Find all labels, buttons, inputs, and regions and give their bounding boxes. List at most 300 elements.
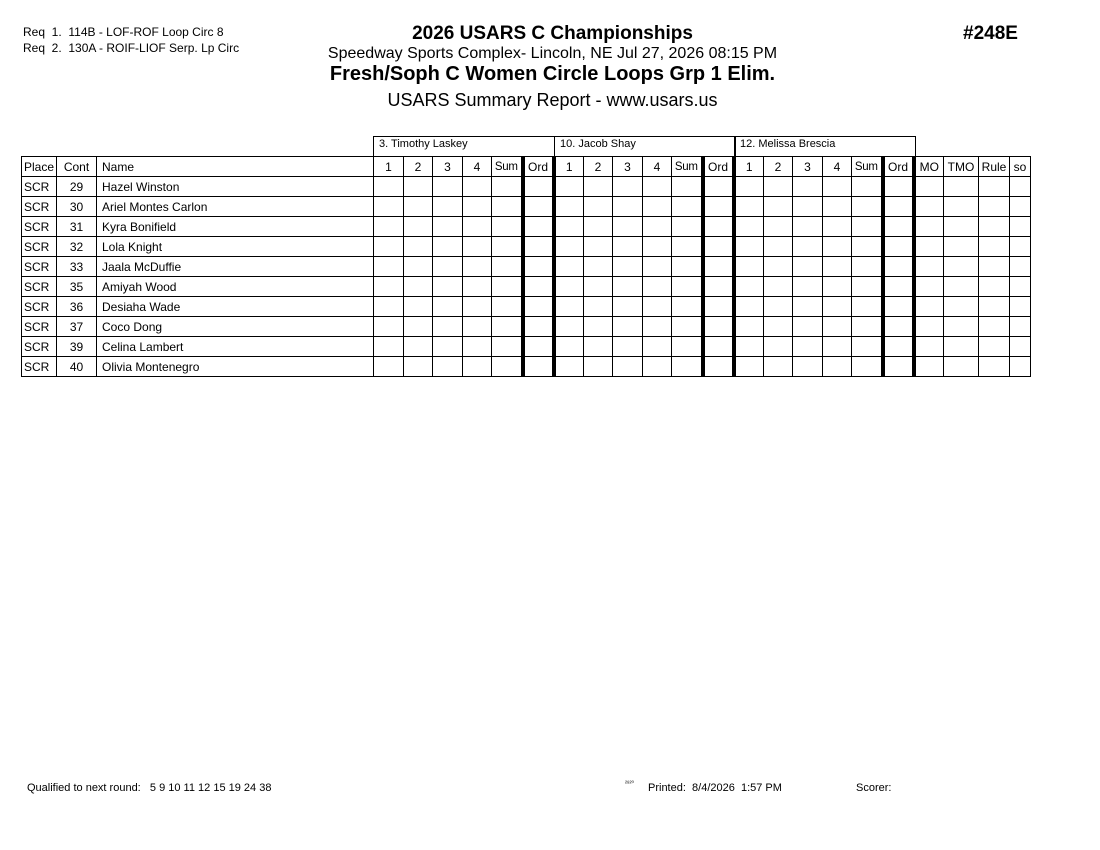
score-cell [584, 317, 613, 337]
sum-cell [852, 217, 883, 237]
column-header-rule: Rule [979, 157, 1010, 177]
ord-cell [883, 217, 914, 237]
score-cell [404, 237, 433, 257]
requirement-2: Req 2. 130A - ROIF-LIOF Serp. Lp Circ [23, 41, 240, 55]
score-cell [554, 277, 584, 297]
table-row [22, 317, 1031, 337]
score-cell [793, 257, 823, 277]
score-cell [823, 317, 852, 337]
sum-cell [852, 337, 883, 357]
sum-cell [492, 297, 523, 317]
sum-cell [852, 317, 883, 337]
tmo-cell [944, 337, 979, 357]
sum-cell [672, 337, 703, 357]
venue-line: Speedway Sports Complex- Lincoln, NE Jul 27, 2026 08:15 PM [327, 45, 778, 62]
print-mark: ²⁸²⁰ [625, 781, 634, 787]
contestant-number-cell: 29 [57, 177, 97, 197]
score-cell [433, 217, 463, 237]
sum-cell [492, 317, 523, 337]
rule-cell [979, 337, 1010, 357]
score-cell [734, 317, 764, 337]
contestant-number-cell: 33 [57, 257, 97, 277]
sum-cell [672, 257, 703, 277]
sum-cell [492, 217, 523, 237]
score-cell [404, 357, 433, 377]
score-cell [734, 257, 764, 277]
so-cell [1010, 217, 1031, 237]
contestant-number-cell: 32 [57, 237, 97, 257]
sum-cell [492, 237, 523, 257]
ord-cell [703, 257, 734, 277]
sum-cell [492, 177, 523, 197]
score-cell [764, 177, 793, 197]
tmo-cell [944, 317, 979, 337]
so-cell [1010, 237, 1031, 257]
score-cell [643, 297, 672, 317]
score-cell [764, 337, 793, 357]
score-cell [554, 177, 584, 197]
score-cell [793, 197, 823, 217]
sum-cell [492, 337, 523, 357]
score-cell [764, 197, 793, 217]
ord-cell [883, 257, 914, 277]
score-cell [463, 197, 492, 217]
ord-cell [883, 297, 914, 317]
score-cell [823, 217, 852, 237]
sum-cell [672, 277, 703, 297]
tmo-cell [944, 217, 979, 237]
score-cell [404, 297, 433, 317]
ord-cell [703, 277, 734, 297]
score-cell [643, 337, 672, 357]
printed-timestamp: Printed: 8/4/2026 1:57 PM [648, 782, 782, 794]
ord-cell [703, 297, 734, 317]
score-cell [764, 317, 793, 337]
score-cell [764, 277, 793, 297]
qualified-line [27, 782, 271, 794]
so-cell [1010, 357, 1031, 377]
column-header-score-1: 1 [374, 157, 404, 177]
sum-cell [672, 357, 703, 377]
score-cell [734, 277, 764, 297]
so-cell [1010, 177, 1031, 197]
ord-cell [703, 197, 734, 217]
so-cell [1010, 257, 1031, 277]
score-cell [764, 257, 793, 277]
column-header-score-2: 2 [764, 157, 793, 177]
score-cell [463, 297, 492, 317]
score-cell [793, 177, 823, 197]
score-cell [823, 357, 852, 377]
contestant-number-cell: 35 [57, 277, 97, 297]
contestant-number-cell: 39 [57, 337, 97, 357]
page-title: 2026 USARS C Championships [412, 23, 693, 44]
place-cell: SCR [22, 297, 57, 317]
score-cell [734, 297, 764, 317]
column-header-name: Name [97, 157, 374, 177]
score-cell [374, 197, 404, 217]
column-header-ord: Ord [883, 157, 914, 177]
score-cell [404, 177, 433, 197]
score-cell [554, 317, 584, 337]
sum-cell [672, 297, 703, 317]
place-cell: SCR [22, 357, 57, 377]
column-header-tmo: TMO [944, 157, 979, 177]
score-cell [734, 337, 764, 357]
score-cell [764, 217, 793, 237]
score-cell [643, 237, 672, 257]
rule-cell [979, 237, 1010, 257]
judge-1-header: 3. Timothy Laskey [373, 136, 555, 156]
score-cell [433, 297, 463, 317]
score-cell [823, 277, 852, 297]
column-header-score-3: 3 [793, 157, 823, 177]
skater-name-cell: Lola Knight [97, 237, 374, 257]
column-header-sum: Sum [852, 157, 883, 177]
column-header-so: so [1010, 157, 1031, 177]
sum-cell [672, 217, 703, 237]
column-header-score-1: 1 [734, 157, 764, 177]
ord-cell [523, 317, 554, 337]
ord-cell [883, 317, 914, 337]
score-cell [554, 297, 584, 317]
column-header-score-2: 2 [584, 157, 613, 177]
sum-cell [852, 237, 883, 257]
ord-cell [883, 197, 914, 217]
skater-name-cell: Kyra Bonifield [97, 217, 374, 237]
ord-cell [883, 237, 914, 257]
column-header-score-4: 4 [823, 157, 852, 177]
score-cell [793, 337, 823, 357]
score-cell [404, 257, 433, 277]
sum-cell [852, 197, 883, 217]
ord-cell [703, 237, 734, 257]
mo-cell [914, 257, 944, 277]
table-header-row [22, 157, 1031, 177]
score-cell [374, 277, 404, 297]
score-cell [463, 337, 492, 357]
contestant-number-cell: 40 [57, 357, 97, 377]
ord-cell [523, 277, 554, 297]
score-cell [643, 357, 672, 377]
score-cell [433, 177, 463, 197]
so-cell [1010, 297, 1031, 317]
score-cell [404, 317, 433, 337]
score-cell [613, 237, 643, 257]
score-cell [793, 217, 823, 237]
score-cell [554, 337, 584, 357]
column-header-ord: Ord [523, 157, 554, 177]
score-cell [584, 197, 613, 217]
rule-cell [979, 177, 1010, 197]
place-cell: SCR [22, 237, 57, 257]
column-header-place: Place [22, 157, 57, 177]
table-row [22, 177, 1031, 197]
skater-name-cell: Ariel Montes Carlon [97, 197, 374, 217]
ord-cell [703, 177, 734, 197]
score-cell [584, 277, 613, 297]
judge-2-header: 10. Jacob Shay [554, 136, 736, 156]
mo-cell [914, 197, 944, 217]
score-cell [643, 177, 672, 197]
skater-name-cell: Celina Lambert [97, 337, 374, 357]
score-cell [554, 357, 584, 377]
qualified-list: 5 9 10 11 12 15 19 24 38 [149, 782, 272, 794]
score-cell [463, 257, 492, 277]
score-cell [764, 297, 793, 317]
score-cell [764, 357, 793, 377]
report-line: USARS Summary Report - www.usars.us [387, 90, 718, 110]
sum-cell [492, 257, 523, 277]
score-cell [374, 357, 404, 377]
place-cell: SCR [22, 317, 57, 337]
score-cell [554, 257, 584, 277]
score-cell [643, 217, 672, 237]
score-cell [793, 277, 823, 297]
ord-cell [703, 317, 734, 337]
skater-name-cell: Amiyah Wood [97, 277, 374, 297]
rule-cell [979, 277, 1010, 297]
score-cell [374, 217, 404, 237]
event-number: #248E [963, 23, 1018, 44]
column-header-cont: Cont [57, 157, 97, 177]
score-cell [463, 277, 492, 297]
skater-name-cell: Olivia Montenegro [97, 357, 374, 377]
tmo-cell [944, 257, 979, 277]
mo-cell [914, 277, 944, 297]
rule-cell [979, 257, 1010, 277]
score-cell [584, 337, 613, 357]
ord-cell [883, 177, 914, 197]
score-cell [374, 337, 404, 357]
column-header-sum: Sum [492, 157, 523, 177]
sum-cell [672, 177, 703, 197]
score-cell [643, 317, 672, 337]
score-cell [823, 197, 852, 217]
column-header-score-3: 3 [433, 157, 463, 177]
rule-cell [979, 317, 1010, 337]
score-cell [734, 217, 764, 237]
mo-cell [914, 337, 944, 357]
tmo-cell [944, 277, 979, 297]
table-row [22, 337, 1031, 357]
so-cell [1010, 337, 1031, 357]
place-cell: SCR [22, 217, 57, 237]
column-header-score-4: 4 [463, 157, 492, 177]
sum-cell [672, 197, 703, 217]
score-cell [463, 357, 492, 377]
score-cell [764, 237, 793, 257]
skater-name-cell: Coco Dong [97, 317, 374, 337]
sum-cell [852, 297, 883, 317]
score-cell [463, 237, 492, 257]
score-cell [823, 237, 852, 257]
mo-cell [914, 237, 944, 257]
mo-cell [914, 357, 944, 377]
score-cell [823, 257, 852, 277]
score-cell [584, 217, 613, 237]
score-cell [433, 317, 463, 337]
sum-cell [852, 177, 883, 197]
scorer-label: Scorer: [856, 782, 892, 794]
score-cell [554, 197, 584, 217]
column-header-score-3: 3 [613, 157, 643, 177]
score-cell [613, 317, 643, 337]
score-cell [584, 177, 613, 197]
score-cell [433, 277, 463, 297]
column-header-score-1: 1 [554, 157, 584, 177]
sum-cell [852, 277, 883, 297]
ord-cell [703, 357, 734, 377]
ord-cell [523, 217, 554, 237]
score-cell [404, 197, 433, 217]
score-cell [734, 237, 764, 257]
so-cell [1010, 317, 1031, 337]
column-header-mo: MO [914, 157, 944, 177]
score-cell [793, 357, 823, 377]
rule-cell [979, 217, 1010, 237]
score-cell [734, 177, 764, 197]
score-cell [793, 317, 823, 337]
sum-cell [672, 237, 703, 257]
contestant-number-cell: 31 [57, 217, 97, 237]
table-row [22, 217, 1031, 237]
score-cell [584, 237, 613, 257]
ord-cell [883, 277, 914, 297]
requirement-1: Req 1. 114B - LOF-ROF Loop Circ 8 [23, 25, 224, 39]
score-cell [374, 177, 404, 197]
score-cell [463, 317, 492, 337]
mo-cell [914, 217, 944, 237]
rule-cell [979, 297, 1010, 317]
place-cell: SCR [22, 177, 57, 197]
sum-cell [852, 257, 883, 277]
score-cell [643, 257, 672, 277]
score-cell [613, 217, 643, 237]
score-cell [613, 197, 643, 217]
score-cell [613, 257, 643, 277]
score-cell [374, 297, 404, 317]
ord-cell [523, 337, 554, 357]
score-cell [554, 217, 584, 237]
sum-cell [672, 317, 703, 337]
score-cell [793, 237, 823, 257]
score-cell [374, 257, 404, 277]
tmo-cell [944, 297, 979, 317]
ord-cell [703, 337, 734, 357]
score-cell [734, 357, 764, 377]
rule-cell [979, 357, 1010, 377]
table-row [22, 297, 1031, 317]
tmo-cell [944, 177, 979, 197]
so-cell [1010, 277, 1031, 297]
score-cell [823, 177, 852, 197]
contestant-number-cell: 36 [57, 297, 97, 317]
score-cell [584, 297, 613, 317]
skater-name-cell: Desiaha Wade [97, 297, 374, 317]
ord-cell [523, 177, 554, 197]
score-cell [374, 237, 404, 257]
score-cell [613, 297, 643, 317]
table-row [22, 197, 1031, 217]
score-cell [643, 277, 672, 297]
score-cell [433, 357, 463, 377]
mo-cell [914, 317, 944, 337]
sum-cell [492, 197, 523, 217]
skater-name-cell: Hazel Winston [97, 177, 374, 197]
skater-name-cell: Jaala McDuffie [97, 257, 374, 277]
score-cell [404, 277, 433, 297]
score-cell [433, 197, 463, 217]
judge-3-header: 12. Melissa Brescia [734, 136, 916, 156]
score-cell [433, 237, 463, 257]
score-cell [433, 337, 463, 357]
table-row [22, 277, 1031, 297]
table-row [22, 257, 1031, 277]
column-header-sum: Sum [672, 157, 703, 177]
score-cell [404, 337, 433, 357]
score-cell [793, 297, 823, 317]
score-cell [433, 257, 463, 277]
mo-cell [914, 177, 944, 197]
so-cell [1010, 197, 1031, 217]
score-cell [613, 177, 643, 197]
score-cell [613, 357, 643, 377]
score-cell [584, 357, 613, 377]
ord-cell [523, 297, 554, 317]
qualified-label: Qualified to next round: [27, 782, 141, 794]
contestant-number-cell: 37 [57, 317, 97, 337]
event-title: Fresh/Soph C Women Circle Loops Grp 1 Elim. [329, 63, 776, 85]
ord-cell [523, 357, 554, 377]
ord-cell [883, 337, 914, 357]
column-header-score-2: 2 [404, 157, 433, 177]
column-header-score-4: 4 [643, 157, 672, 177]
place-cell: SCR [22, 277, 57, 297]
place-cell: SCR [22, 257, 57, 277]
tmo-cell [944, 197, 979, 217]
table-row [22, 357, 1031, 377]
sum-cell [852, 357, 883, 377]
results-table [21, 156, 1031, 377]
score-cell [554, 237, 584, 257]
ord-cell [703, 217, 734, 237]
score-cell [613, 277, 643, 297]
score-cell [584, 257, 613, 277]
ord-cell [523, 257, 554, 277]
place-cell: SCR [22, 197, 57, 217]
ord-cell [523, 197, 554, 217]
sum-cell [492, 277, 523, 297]
place-cell: SCR [22, 337, 57, 357]
score-cell [613, 337, 643, 357]
score-cell [823, 337, 852, 357]
score-cell [643, 197, 672, 217]
column-header-ord: Ord [703, 157, 734, 177]
score-cell [404, 217, 433, 237]
ord-cell [883, 357, 914, 377]
mo-cell [914, 297, 944, 317]
score-cell [823, 297, 852, 317]
sum-cell [492, 357, 523, 377]
table-row [22, 237, 1031, 257]
ord-cell [523, 237, 554, 257]
tmo-cell [944, 237, 979, 257]
score-cell [463, 217, 492, 237]
score-cell [374, 317, 404, 337]
score-cell [734, 197, 764, 217]
contestant-number-cell: 30 [57, 197, 97, 217]
